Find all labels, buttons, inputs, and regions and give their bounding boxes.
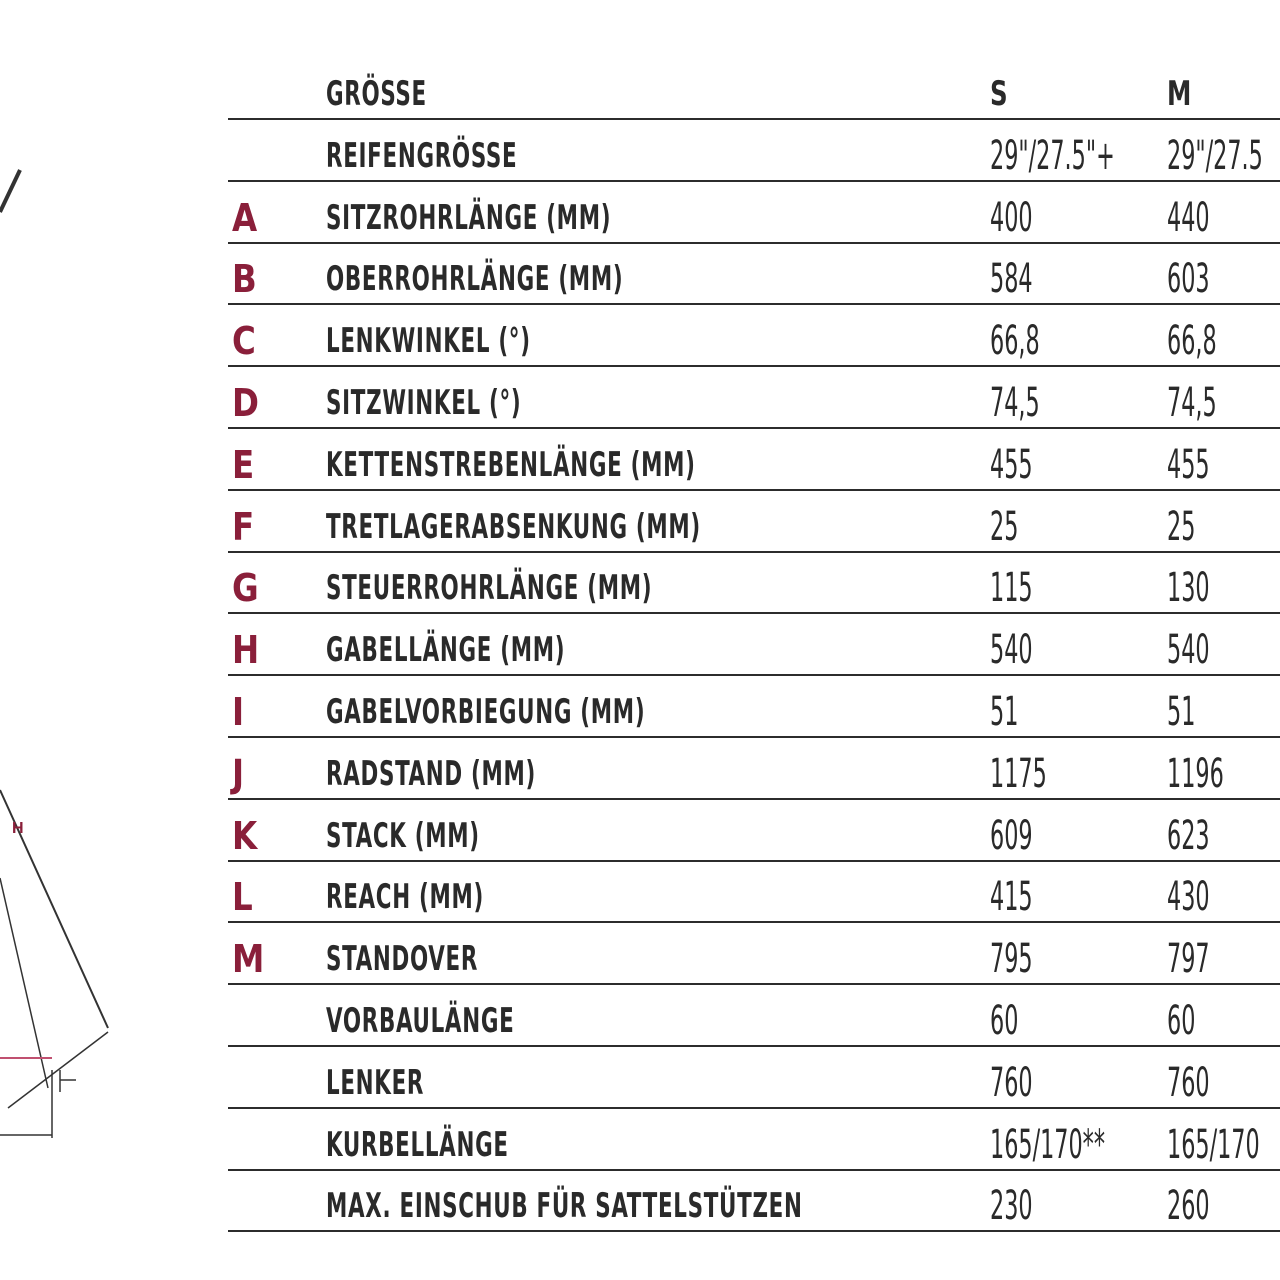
row-letter: L [232, 875, 253, 920]
value-size-s: 115 [990, 565, 1033, 612]
value-size-m: 60 [1167, 997, 1196, 1044]
row-letter: K [232, 813, 258, 858]
header-label: GRÖSSE [326, 74, 427, 114]
row-label: REACH (MM) [326, 877, 484, 918]
value-size-s: 540 [990, 627, 1033, 674]
row-letter: C [232, 319, 256, 364]
value-size-m: 440 [1167, 194, 1210, 241]
value-size-s: 25 [990, 503, 1019, 550]
value-size-m: 51 [1167, 688, 1196, 735]
row-letter: J [232, 751, 245, 796]
row-letter: D [232, 380, 259, 425]
value-size-s: 51 [990, 688, 1019, 735]
value-size-m: 603 [1167, 256, 1210, 303]
value-size-m: 165/170 [1167, 1121, 1260, 1168]
value-size-m: 66,8 [1167, 318, 1217, 365]
table-row [228, 120, 1280, 182]
value-size-s: 609 [990, 812, 1033, 859]
value-size-m: 455 [1167, 441, 1210, 488]
table-row [228, 429, 1280, 491]
diagram-label-h: H [12, 820, 24, 837]
row-letter: G [232, 566, 259, 611]
row-label: LENKER [326, 1062, 425, 1103]
table-row [228, 738, 1280, 800]
value-size-s: 415 [990, 874, 1033, 921]
value-size-m: 430 [1167, 874, 1210, 921]
geometry-table [228, 58, 1280, 1232]
row-letter: A [232, 195, 258, 240]
value-size-s: 230 [990, 1183, 1033, 1230]
row-label: LENKWINKEL (°) [326, 321, 531, 362]
geometry-diagram [0, 0, 230, 1280]
row-label: RADSTAND (MM) [326, 753, 537, 794]
row-label: SITZROHRLÄNGE (MM) [326, 197, 612, 238]
table-row [228, 676, 1280, 738]
row-label: MAX. EINSCHUB FÜR SATTELSTÜTZEN [326, 1186, 803, 1227]
table-row [228, 800, 1280, 862]
row-letter: H [232, 628, 260, 673]
value-size-m: 260 [1167, 1183, 1210, 1230]
row-label: GABELLÄNGE (MM) [326, 630, 566, 671]
table-row [228, 491, 1280, 553]
value-size-s: 584 [990, 256, 1033, 303]
table-body [228, 120, 1280, 1232]
row-letter: I [232, 689, 245, 734]
value-size-m: 25 [1167, 503, 1196, 550]
row-letter: E [232, 442, 255, 487]
row-label: KETTENSTREBENLÄNGE (MM) [326, 444, 696, 485]
row-label: TRETLAGERABSENKUNG (MM) [326, 506, 701, 547]
diagram-line-top [0, 170, 20, 212]
value-size-m: 74,5 [1167, 379, 1217, 426]
table-row [228, 305, 1280, 367]
row-label: STEUERROHRLÄNGE (MM) [326, 568, 653, 609]
table-row [228, 1171, 1280, 1233]
value-size-s: 66,8 [990, 318, 1040, 365]
table-row [228, 923, 1280, 985]
row-label: STANDOVER [326, 939, 479, 980]
row-letter: F [232, 504, 255, 549]
table-row [228, 367, 1280, 429]
header-size-s: S [990, 74, 1008, 114]
value-size-m: 29"/27.5 [1167, 132, 1263, 179]
value-size-m: 797 [1167, 936, 1210, 983]
diagram-dim-line [8, 1032, 108, 1108]
value-size-s: 455 [990, 441, 1033, 488]
row-label: STACK (MM) [326, 815, 480, 856]
row-label: GABELVORBIEGUNG (MM) [326, 691, 646, 732]
table-row [228, 244, 1280, 306]
table-row [228, 985, 1280, 1047]
header-size-m: M [1167, 74, 1192, 114]
value-size-m: 130 [1167, 565, 1210, 612]
row-label: REIFENGRÖSSE [326, 135, 518, 176]
row-label: KURBELLÄNGE [326, 1124, 509, 1165]
value-size-s: 795 [990, 936, 1033, 983]
table-row [228, 182, 1280, 244]
value-size-s: 60 [990, 997, 1019, 1044]
value-size-s: 74,5 [990, 379, 1040, 426]
table-row [228, 1047, 1280, 1109]
row-label: OBERROHRLÄNGE (MM) [326, 259, 624, 300]
table-row [228, 862, 1280, 924]
row-label: SITZWINKEL (°) [326, 382, 522, 423]
diagram-fork-outline [0, 878, 48, 1088]
table-row [228, 1109, 1280, 1171]
row-letter: B [232, 257, 257, 302]
value-size-m: 540 [1167, 627, 1210, 674]
value-size-s: 29"/27.5"+ [990, 132, 1115, 179]
value-size-m: 760 [1167, 1059, 1210, 1106]
value-size-s: 760 [990, 1059, 1033, 1106]
table-row [228, 553, 1280, 615]
value-size-s: 400 [990, 194, 1033, 241]
table-header-row [228, 58, 1280, 120]
value-size-s: 1175 [990, 750, 1047, 797]
value-size-s: 165/170** [990, 1121, 1105, 1168]
row-letter: M [232, 937, 265, 982]
value-size-m: 1196 [1167, 750, 1224, 797]
table-row [228, 614, 1280, 676]
row-label: VORBAULÄNGE [326, 1000, 515, 1041]
value-size-m: 623 [1167, 812, 1210, 859]
